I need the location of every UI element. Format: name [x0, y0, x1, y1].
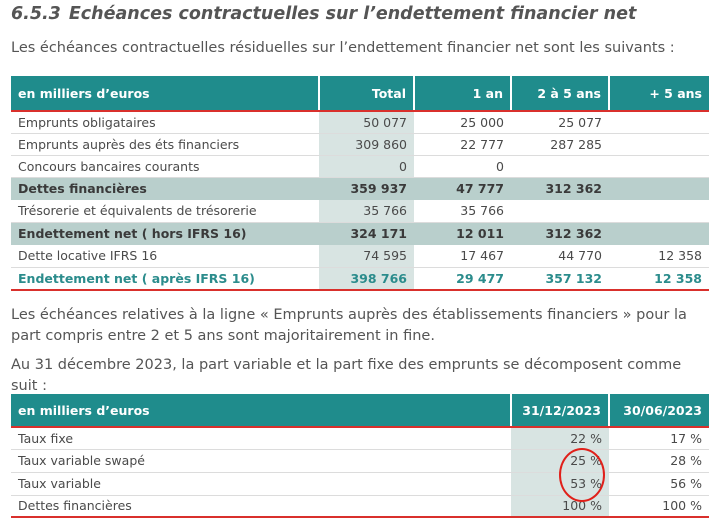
table-row — [11, 133, 709, 155]
cell-5-plus-years: 12 358 — [609, 245, 709, 267]
cell-2-5-years: 25 077 — [511, 111, 609, 133]
cell-2023-12: 53 % — [511, 472, 609, 495]
row-label: Dette locative IFRS 16 — [11, 245, 319, 267]
cell-1-year: 29 477 — [414, 267, 511, 290]
cell-1-year: 12 011 — [414, 222, 511, 245]
cell-5-plus-years — [609, 155, 709, 177]
cell-total: 0 — [319, 155, 414, 177]
cell-1-year: 35 766 — [414, 200, 511, 222]
row-label: Trésorerie et équivalents de trésorerie — [11, 200, 319, 222]
intro-paragraph: Les échéances contractuelles résiduelles sur l’endettement financier net sont les suivants : — [11, 40, 675, 56]
cell-2023-12: 25 % — [511, 449, 609, 472]
paragraph-rate-breakdown: Au 31 décembre 2023, la part variable et la part fixe des emprunts se décomposent comme suit : — [11, 357, 682, 394]
cell-2023-12: 100 % — [511, 495, 609, 517]
cell-2-5-years — [511, 155, 609, 177]
table-row — [11, 200, 709, 222]
cell-total: 35 766 — [319, 200, 414, 222]
section-title: Echéances contractuelles sur l’endettement financier net — [68, 4, 637, 24]
cell-total: 398 766 — [319, 267, 414, 290]
row-label: Emprunts auprès des éts financiers — [11, 133, 319, 155]
cell-5-plus-years — [609, 200, 709, 222]
col-header-total: Total — [319, 76, 414, 111]
rate-table-header — [11, 394, 709, 427]
col-header-label: en milliers d’euros — [11, 76, 319, 111]
cell-1-year: 47 777 — [414, 177, 511, 200]
col-header-5-plus-years: + 5 ans — [609, 76, 709, 111]
table-row — [11, 495, 709, 517]
cell-2-5-years: 312 362 — [511, 177, 609, 200]
cell-1-year: 0 — [414, 155, 511, 177]
maturity-table — [11, 76, 709, 291]
table-row — [11, 155, 709, 177]
cell-5-plus-years: 12 358 — [609, 267, 709, 290]
cell-total: 74 595 — [319, 245, 414, 267]
table-row — [11, 245, 709, 267]
cell-5-plus-years — [609, 133, 709, 155]
cell-2023-12: 22 % — [511, 427, 609, 449]
cell-total: 359 937 — [319, 177, 414, 200]
cell-5-plus-years — [609, 111, 709, 133]
cell-2023-06: 28 % — [609, 449, 709, 472]
hand-drawn-circle-annotation — [559, 448, 605, 502]
cell-total: 309 860 — [319, 133, 414, 155]
cell-5-plus-years — [609, 177, 709, 200]
row-label: Taux fixe — [11, 427, 511, 449]
cell-2-5-years: 44 770 — [511, 245, 609, 267]
section-heading — [11, 4, 636, 24]
row-label: Endettement net ( hors IFRS 16) — [11, 222, 319, 245]
row-label: Taux variable swapé — [11, 449, 511, 472]
cell-1-year: 22 777 — [414, 133, 511, 155]
subtotal-row — [11, 177, 709, 200]
col-header-1-year: 1 an — [414, 76, 511, 111]
row-label: Endettement net ( après IFRS 16) — [11, 267, 319, 290]
cell-1-year: 25 000 — [414, 111, 511, 133]
col-header-label: en milliers d’euros — [11, 394, 511, 427]
row-label: Dettes financières — [11, 177, 319, 200]
maturity-table-header — [11, 76, 709, 111]
paragraph-in-fine-note: Les échéances relatives à la ligne « Emprunts auprès des établissements financiers » pour la part compris entre 2 et 5 ans sont majoritairement in fine. — [11, 307, 687, 344]
cell-2-5-years: 287 285 — [511, 133, 609, 155]
subtotal-row — [11, 222, 709, 245]
table-row — [11, 427, 709, 449]
section-number: 6.5.3 — [11, 4, 61, 24]
table-row — [11, 111, 709, 133]
cell-5-plus-years — [609, 222, 709, 245]
row-label: Emprunts obligataires — [11, 111, 319, 133]
cell-2023-06: 100 % — [609, 495, 709, 517]
total-row — [11, 267, 709, 290]
col-header-2023-06: 30/06/2023 — [609, 394, 709, 427]
col-header-2023-12: 31/12/2023 — [511, 394, 609, 427]
row-label: Concours bancaires courants — [11, 155, 319, 177]
cell-2-5-years: 312 362 — [511, 222, 609, 245]
cell-2-5-years — [511, 200, 609, 222]
cell-2023-06: 56 % — [609, 472, 709, 495]
cell-total: 324 171 — [319, 222, 414, 245]
row-label: Taux variable — [11, 472, 511, 495]
cell-total: 50 077 — [319, 111, 414, 133]
cell-2-5-years: 357 132 — [511, 267, 609, 290]
row-label: Dettes financières — [11, 495, 511, 517]
rate-table — [11, 394, 709, 518]
cell-2023-06: 17 % — [609, 427, 709, 449]
col-header-2-5-years: 2 à 5 ans — [511, 76, 609, 111]
cell-1-year: 17 467 — [414, 245, 511, 267]
